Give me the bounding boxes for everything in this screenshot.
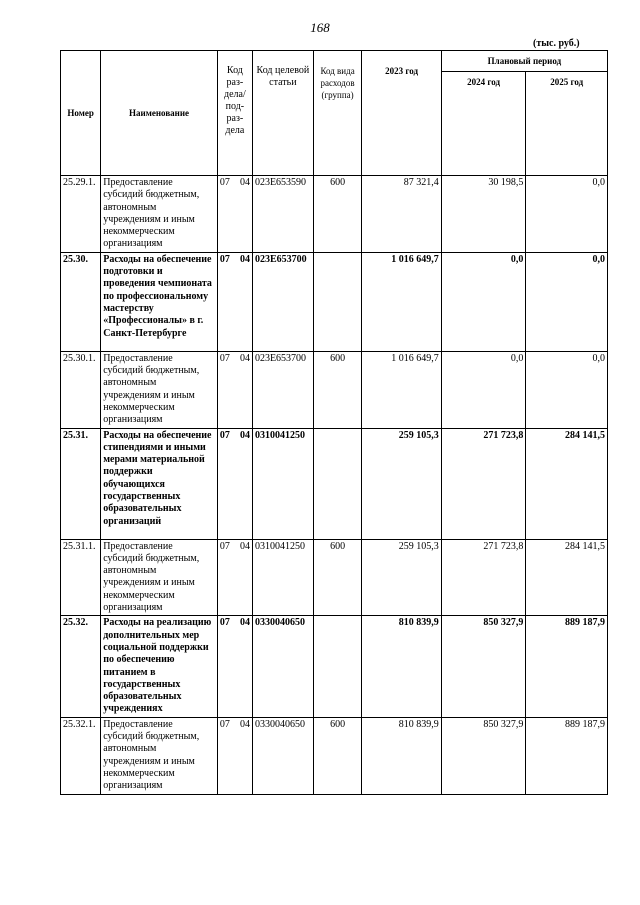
row-target-code: 0330040650 (252, 616, 313, 717)
row-2025: 889 187,9 (526, 717, 608, 794)
row-podr: 04 (239, 540, 250, 552)
row-razd: 07 (219, 617, 230, 629)
table-row (61, 176, 608, 253)
row-2023: 810 839,9 (362, 717, 441, 794)
row-2025: 284 141,5 (526, 539, 608, 616)
table-row (61, 616, 608, 717)
row-2024: 271 723,8 (441, 428, 526, 539)
row-number: 25.30.1. (61, 351, 101, 428)
row-2025: 284 141,5 (526, 428, 608, 539)
row-podr: 04 (239, 177, 250, 188)
units-label: (тыс. руб.) (533, 38, 580, 49)
row-expense-type: 600 (313, 176, 362, 253)
row-podr: 04 (239, 352, 250, 364)
row-target-code: 0310041250 (252, 539, 313, 616)
row-2023: 259 105,3 (362, 539, 441, 616)
row-number: 25.30. (61, 252, 101, 351)
row-razd: 07 (219, 540, 230, 552)
row-target-code: 0310041250 (252, 428, 313, 539)
header-2025: 2025 год (526, 72, 608, 176)
row-2023: 259 105,3 (362, 428, 441, 539)
row-2023: 810 839,9 (362, 616, 441, 717)
table-row (61, 428, 608, 539)
row-section (217, 252, 252, 351)
row-expense-type (313, 252, 362, 351)
row-2024: 0,0 (441, 351, 526, 428)
row-number: 25.32. (61, 616, 101, 717)
row-section (217, 539, 252, 616)
row-number: 25.29.1. (61, 176, 101, 253)
row-expense-type (313, 616, 362, 717)
row-razd: 07 (219, 177, 230, 188)
row-podr: 04 (239, 429, 250, 441)
row-target-code: 023Е653700 (252, 351, 313, 428)
row-razd: 07 (219, 352, 230, 364)
row-2023: 87 321,4 (362, 176, 441, 253)
row-section (217, 616, 252, 717)
header-target: Код целевой статьи (252, 51, 313, 176)
row-target-code: 023Е653590 (252, 176, 313, 253)
row-name: Предоставление субсидий бюджетным, автономным учреждениям и иным некоммерческим организациям (101, 351, 218, 428)
row-razd: 07 (219, 253, 230, 265)
row-number: 25.31.1. (61, 539, 101, 616)
table-row (61, 252, 608, 351)
row-2023: 1 016 649,7 (362, 351, 441, 428)
row-number: 25.32.1. (61, 717, 101, 794)
page-number: 168 (310, 20, 330, 35)
header-name: Наименование (101, 51, 218, 176)
row-razd: 07 (219, 429, 230, 441)
header-number: Номер (61, 51, 101, 176)
row-name: Предоставление субсидий бюджетным, автономным учреждениям и иным некоммерческим организациям (101, 539, 218, 616)
row-number: 25.31. (61, 428, 101, 539)
row-expense-type: 600 (313, 351, 362, 428)
row-target-code: 023Е653700 (252, 252, 313, 351)
row-section (217, 428, 252, 539)
row-name: Предоставление субсидий бюджетным, автономным учреждениям и иным некоммерческим организациям (101, 717, 218, 794)
row-expense-type: 600 (313, 717, 362, 794)
row-razd: 07 (219, 718, 230, 730)
row-section (217, 351, 252, 428)
row-2023: 1 016 649,7 (362, 252, 441, 351)
table-row (61, 539, 608, 616)
row-name: Предоставление субсидий бюджетным, автономным учреждениям и иным некоммерческим организациям (101, 176, 218, 253)
row-target-code: 0330040650 (252, 717, 313, 794)
row-expense-type: 600 (313, 539, 362, 616)
row-podr: 04 (239, 718, 250, 730)
row-2024: 0,0 (441, 252, 526, 351)
row-podr: 04 (239, 253, 250, 265)
budget-table (60, 50, 608, 795)
header-expense-type: Код вида расходов (группа) (313, 51, 362, 176)
header-section: Код раз-дела/ под-раз-дела (217, 51, 252, 176)
row-podr: 04 (239, 617, 250, 629)
row-2025: 0,0 (526, 351, 608, 428)
header-2023: 2023 год (362, 51, 441, 176)
row-2025: 0,0 (526, 252, 608, 351)
header-planning-period: Плановый период (441, 51, 607, 72)
header-2024: 2024 год (441, 72, 526, 176)
row-2024: 271 723,8 (441, 539, 526, 616)
row-2024: 850 327,9 (441, 616, 526, 717)
table-row (61, 351, 608, 428)
row-2025: 889 187,9 (526, 616, 608, 717)
row-2024: 850 327,9 (441, 717, 526, 794)
row-name: Расходы на реализацию дополнительных мер социальной поддержки по обеспечению питанием в государственных образовательных учреждениях (101, 616, 218, 717)
row-name: Расходы на обеспечение подготовки и проведения чемпионата по профессиональному мастерству «Профессионалы» в г. Санкт-Петербурге (101, 252, 218, 351)
row-2024: 30 198,5 (441, 176, 526, 253)
row-section (217, 176, 252, 253)
row-2025: 0,0 (526, 176, 608, 253)
row-name: Расходы на обеспечение стипендиями и иными мерами материальной поддержки обучающихся государственных образовательных организаций (101, 428, 218, 539)
row-section (217, 717, 252, 794)
row-expense-type (313, 428, 362, 539)
table-row (61, 717, 608, 794)
